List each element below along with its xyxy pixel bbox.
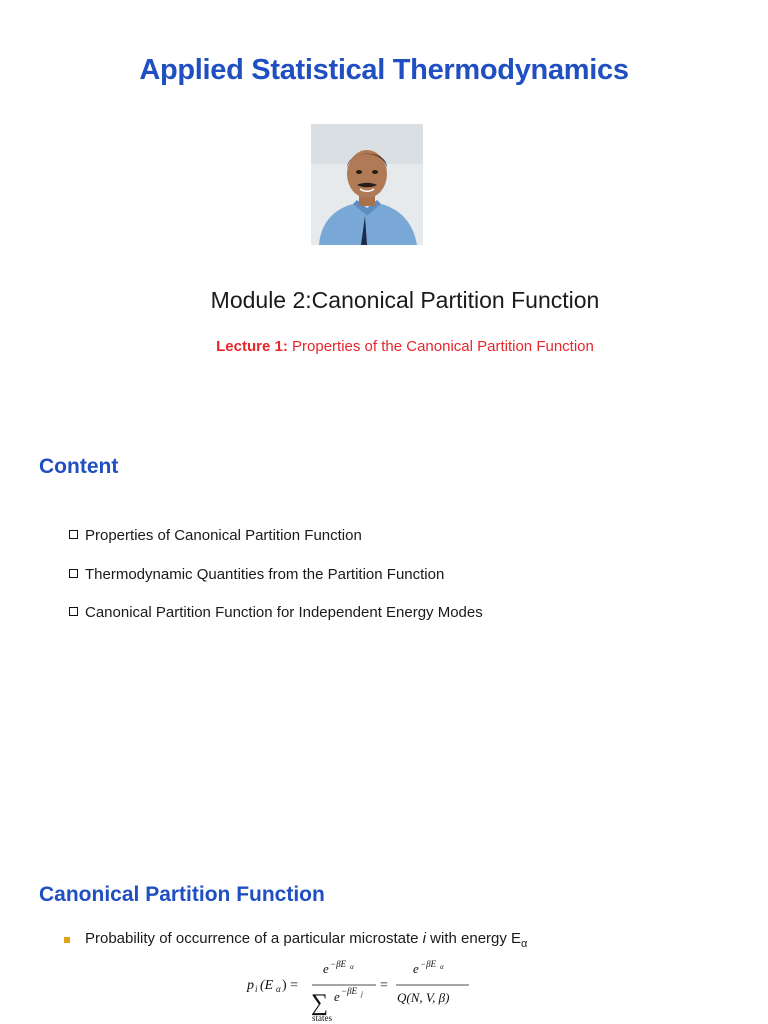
svg-text:Q(N, V, β): Q(N, V, β): [397, 990, 450, 1005]
content-heading: Content: [39, 455, 119, 478]
svg-text:j: j: [361, 990, 363, 998]
svg-text:(E: (E: [260, 978, 274, 993]
svg-text:) =: ) =: [282, 978, 299, 993]
svg-text:∑: ∑: [311, 990, 329, 1016]
list-item-text: Canonical Partition Function for Independent Energy Modes: [85, 604, 483, 621]
svg-text:α: α: [276, 984, 281, 994]
svg-text:p: p: [247, 978, 254, 993]
svg-text:−βE: −βE: [330, 959, 347, 969]
content-list: [68, 527, 483, 643]
lecture-text: Properties of the Canonical Partition Function: [292, 338, 594, 355]
section-heading: Canonical Partition Function: [39, 883, 325, 906]
svg-text:i: i: [255, 984, 258, 994]
svg-text:α: α: [440, 963, 444, 971]
probability-bullet: [64, 930, 527, 950]
svg-text:=: =: [380, 978, 388, 993]
svg-text:e: e: [413, 961, 419, 976]
module-title: Module 2:Canonical Partition Function: [210, 287, 600, 313]
list-item: [68, 604, 483, 643]
checkbox-bullet-icon: [69, 607, 78, 616]
svg-text:α: α: [350, 963, 354, 971]
svg-text:e: e: [323, 961, 329, 976]
svg-text:states: states: [312, 1013, 332, 1023]
list-item-text: Thermodynamic Quantities from the Partition Function: [85, 565, 445, 583]
checkbox-bullet-icon: [69, 569, 78, 578]
bullet-text: Probability of occurrence of a particular microstate i with energy $E_\alpha$: [85, 930, 528, 950]
probability-equation: [245, 958, 475, 1024]
svg-text:−βE: −βE: [420, 959, 437, 969]
square-bullet-icon: [64, 937, 70, 943]
presenter-photo: [311, 124, 423, 245]
lecture-line: [0, 338, 768, 355]
svg-text:e: e: [334, 989, 340, 1004]
lecture-label: Lecture 1:: [216, 338, 288, 355]
svg-text:−βE: −βE: [341, 986, 358, 996]
list-item: [68, 527, 483, 566]
checkbox-bullet-icon: [69, 530, 78, 539]
list-item-text: Properties of Canonical Partition Function: [85, 527, 362, 544]
page-title: Applied Statistical Thermodynamics: [139, 54, 629, 86]
list-item: [68, 566, 483, 605]
